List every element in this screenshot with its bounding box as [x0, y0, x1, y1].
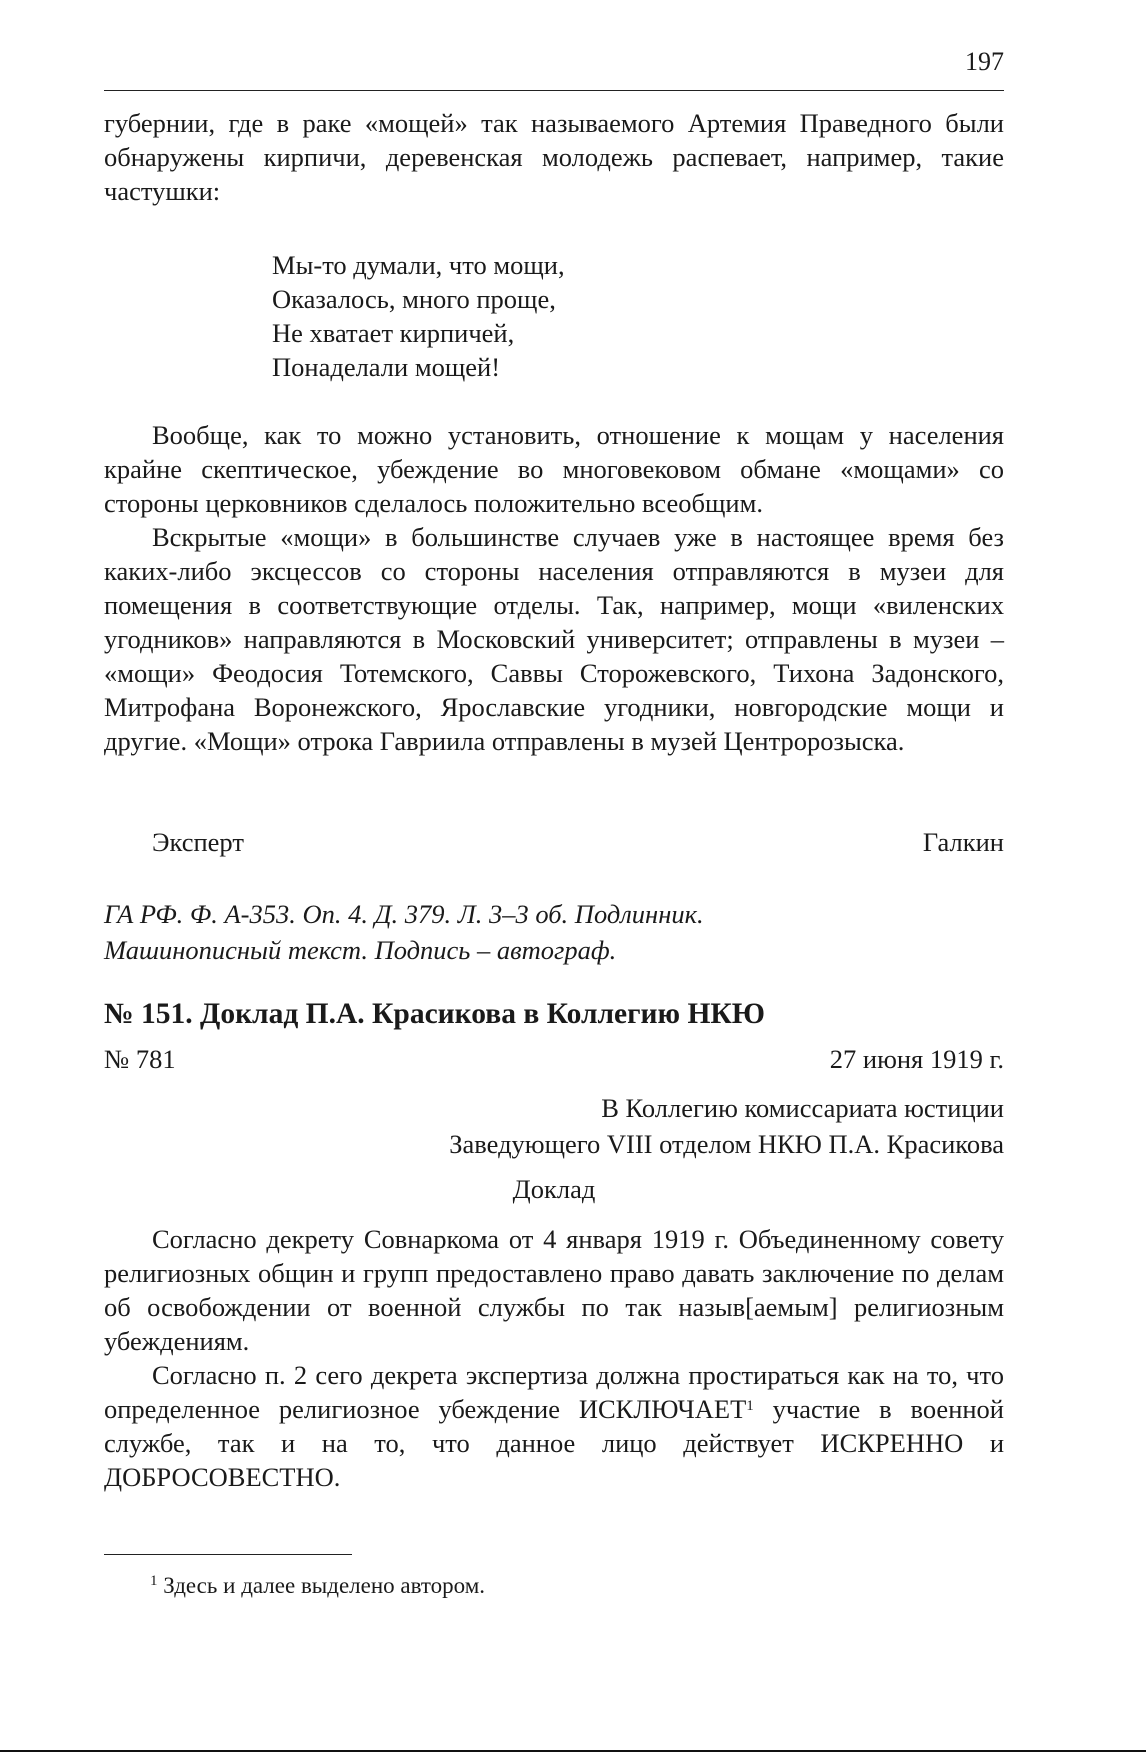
document-paragraph-decree: Согласно декрету Совнаркома от 4 января 1919 г. Объединенному совету религиозных общин и групп предоставлено право давать заключение по делам об освобождении от военной службы по так назыв[аемым] религиозным убеждениям. — [104, 1224, 1004, 1356]
document-addressee — [449, 1090, 1004, 1162]
document-paragraph-expertise — [104, 1358, 1004, 1494]
addressee-line: В Коллегию комиссариата юстиции — [601, 1093, 1004, 1123]
archive-note — [104, 896, 704, 968]
document-title: Доклад — [512, 1174, 596, 1204]
footnote-marker: 1 — [150, 1573, 158, 1589]
page-bottom-edge — [0, 1750, 1146, 1752]
signature-role: Эксперт — [152, 827, 244, 857]
document-number: № 781 — [104, 1044, 176, 1074]
intro-paragraph: губернии, где в раке «мощей» так называемого Артемия Праведного были обнаружены кирпичи, деревенская молодежь распевает, например, такие частушки: — [104, 108, 1004, 206]
document-date: 27 июня 1919 г. — [829, 1044, 1004, 1074]
poem-line: Мы-то думали, что мощи, — [272, 250, 565, 280]
paragraph-text: участие в военной службе, так и на то, что данное лицо действует ИСКРЕННО и ДОБРОСОВЕСТНО. — [104, 1394, 1004, 1492]
document-heading: № 151. Доклад П.А. Красикова в Коллегию НКЮ — [104, 998, 765, 1030]
footnote-text: Здесь и далее выделено автором. — [163, 1573, 486, 1598]
footnote-reference[interactable]: 1 — [746, 1398, 754, 1414]
archive-note-line: Машинописный текст. Подпись – автограф. — [104, 935, 617, 965]
poem-line: Понаделали мощей! — [272, 352, 501, 382]
document-number-date-row — [104, 1042, 1004, 1076]
footnote — [150, 1570, 485, 1602]
page-number: 197 — [965, 47, 1004, 76]
poem-line: Оказалось, много проще, — [272, 284, 556, 314]
addressee-line: Заведующего VIII отделом НКЮ П.А. Красикова — [449, 1129, 1004, 1159]
header-rule — [104, 90, 1004, 91]
signature-row — [152, 825, 1004, 859]
paragraph-skepticism: Вообще, как то можно установить, отношение к мощам у населения крайне скептическое, убеждение во многовековом обмане «мощами» со стороны церковников сделалось положительно всеобщим. — [104, 420, 1004, 518]
signature-name: Галкин — [922, 827, 1004, 857]
paragraph-text: Согласно п. 2 сего декрета экспертиза должна простираться как на то, что определенное религиозное убеждение ИСКЛЮЧАЕТ — [104, 1360, 1004, 1424]
footnote-rule — [104, 1554, 352, 1555]
poem — [272, 248, 565, 384]
poem-line: Не хватает кирпичей, — [272, 318, 515, 348]
archive-note-line: ГА РФ. Ф. А-353. Оп. 4. Д. 379. Л. 3–3 об. Подлинник. — [104, 899, 704, 929]
paragraph-relics-museums: Вскрытые «мощи» в большинстве случаев уже в настоящее время без каких-либо эксцессов со стороны населения отправляются в музеи для помещения в соответствующие отделы. Так, например, мощи «виленских угодников» направляются в Московский университет; отправлены в музеи – «мощи» Феодосия Тотемского, Саввы Сторожевского, Тихона Задонского, Митрофана Воронежского, Ярославские угодники, новгородские мощи и другие. «Мощи» отрока Гавриила отправлены в музей Центророзыска. — [104, 522, 1004, 756]
